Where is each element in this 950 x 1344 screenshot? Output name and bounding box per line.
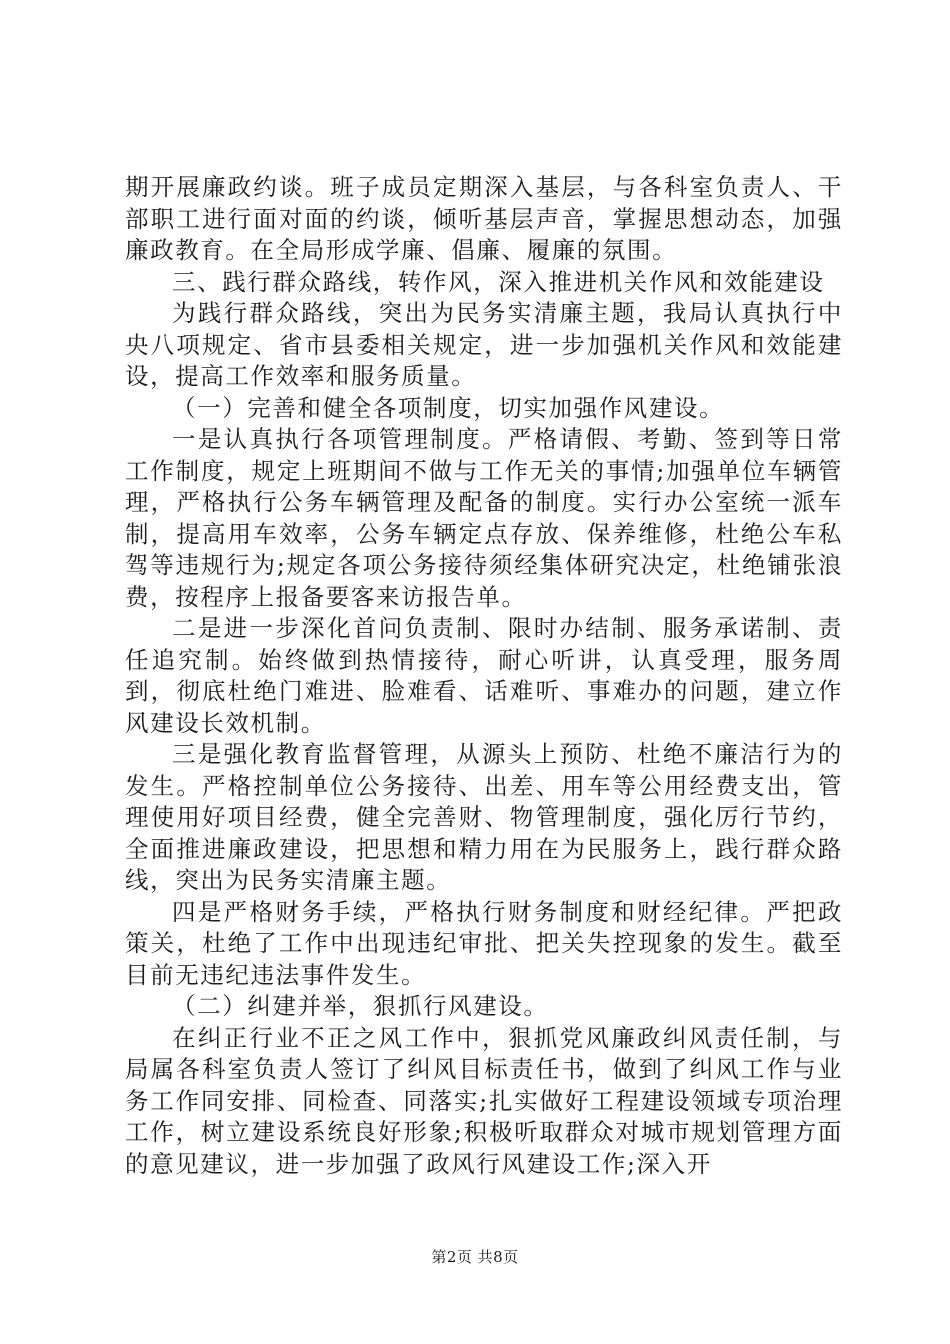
paragraph-intro: 为践行群众路线，突出为民务实清廉主题，我局认真执行中央八项规定、省市县委相关规定，进一步加强机关作风和效能建设，提高工作效率和服务质量。 — [125, 299, 843, 390]
paragraph-item-3: 三是强化教育监督管理，从源头上预防、杜绝不廉洁行为的发生。严格控制单位公务接待、出差、用车等公用经费支出，管理使用好项目经费，健全完善财、物管理制度，强化厉行节约，全面推进廉政建设，把思想和精力用在为民服务上，践行群众路线，突出为民务实清廉主题。 — [125, 740, 843, 894]
paragraph-item-1: 一是认真执行各项管理制度。严格请假、考勤、签到等日常工作制度，规定上班期间不做与工作无关的事情;加强单位车辆管理，严格执行公务车辆管理及配备的制度。实行办公室统一派车制，提高用车效率，公务车辆定点存放、保养维修，杜绝公车私驾等违规行为;规定各项公务接待须经集体研究决定，杜绝铺张浪费，按程序上报备要客来访报告单。 — [125, 425, 843, 611]
page-number-footer: 第2页 共8页 — [431, 1248, 519, 1266]
paragraph-final: 在纠正行业不正之风工作中，狠抓党风廉政纠风责任制，与局属各科室负责人签订了纠风目标责任书，做到了纠风工作与业务工作同安排、同检查、同落实;扎实做好工程建设领域专项治理工作，树立建设系统良好形象;积极听取群众对城市规划管理方面的意见建议，进一步加强了政风行风建设工作;深入开 — [125, 1023, 843, 1178]
document-body — [125, 172, 843, 1180]
paragraph-item-4: 四是严格财务手续，严格执行财务制度和财经纪律。严把政策关，杜绝了工作中出现违纪审批、把关失控现象的发生。截至目前无违纪违法事件发生。 — [125, 897, 843, 989]
paragraph-item-2: 二是进一步深化首问负责制、限时办结制、服务承诺制、责任追究制。始终做到热情接待，耐心听讲，认真受理，服务周到，彻底杜绝门难进、脸难看、话难听、事难办的问题，建立作风建设长效机制。 — [125, 614, 843, 737]
subheading-1: （一）完善和健全各项制度，切实加强作风建设。 — [172, 393, 725, 422]
subheading-2: （二）纠建并举，狠抓行风建设。 — [172, 992, 549, 1020]
paragraph-1: 期开展廉政约谈。班子成员定期深入基层，与各科室负责人、干部职工进行面对面的约谈，倾听基层声音，掌握思想动态，加强廉政教育。在全局形成学廉、倡廉、履廉的氛围。 — [125, 173, 843, 264]
section-heading-3: 三、践行群众路线，转作风，深入推进机关作风和效能建设 — [172, 267, 825, 296]
